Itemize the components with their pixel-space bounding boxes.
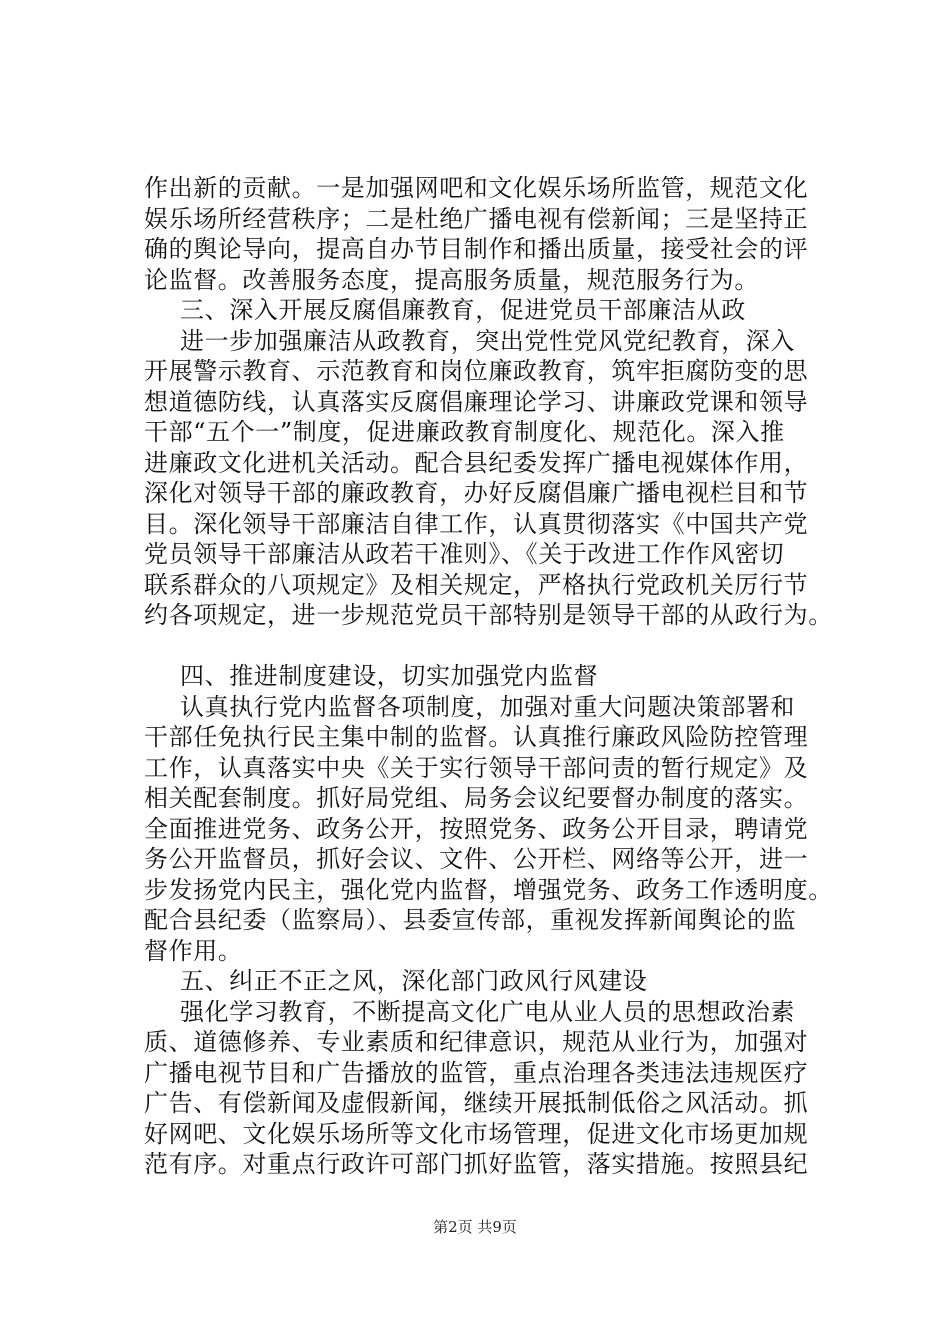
body-line: 论监督。改善服务态度，提高服务质量，规范服务行为。 — [144, 265, 759, 294]
body-line: 约各项规定，进一步规范党员干部特别是领导干部的从政行为。 — [144, 601, 833, 629]
paragraph-gap — [144, 631, 834, 662]
section-heading-4: 四、推进制度建设，切实加强党内监督 — [180, 662, 599, 690]
body-line: 督作用。 — [144, 936, 243, 965]
body-line: 进廉政文化进机关活动。配合县纪委发挥广播电视媒体作用， — [144, 448, 809, 477]
document-body — [144, 173, 834, 1180]
body-line: 认真执行党内监督各项制度，加强对重大问题决策部署和 — [180, 692, 795, 721]
body-line: 开展警示教育、示范教育和岗位廉政教育，筑牢拒腐防变的思 — [144, 357, 809, 385]
section-heading-3: 三、深入开展反腐倡廉教育，促进党员干部廉洁从政 — [180, 296, 746, 324]
body-line: 想道德防线，认真落实反腐倡廉理论学习、讲廉政党课和领导 — [144, 387, 809, 416]
body-line: 广播电视节目和广告播放的监管，重点治理各类违法违规医疗 — [144, 1058, 809, 1087]
body-line: 范有序。对重点行政许可部门抓好监管，落实措施。按照县纪 — [144, 1150, 809, 1178]
body-line: 作出新的贡献。一是加强网吧和文化娱乐场所监管，规范文化 — [144, 174, 809, 202]
section-heading-5: 五、纠正不正之风，深化部门政风行风建设 — [180, 967, 648, 995]
body-line: 强化学习教育，不断提高文化广电从业人员的思想政治素 — [180, 997, 795, 1026]
body-line: 党员领导干部廉洁从政若干准则》、《关于改进工作作风密切 — [144, 540, 785, 568]
body-line: 广告、有偿新闻及虚假新闻，继续开展抵制低俗之风活动。抓 — [144, 1089, 809, 1117]
body-line: 步发扬党内民主，强化党内监督，增强党务、政务工作透明度。 — [144, 875, 833, 904]
body-line: 好网吧、文化娱乐场所等文化市场管理，促进文化市场更加规 — [144, 1119, 809, 1148]
body-line: 进一步加强廉洁从政教育，突出党性党风党纪教育，深入 — [180, 326, 795, 355]
body-line: 质、道德修养、专业素质和纪律意识，规范从业行为，加强对 — [144, 1028, 809, 1056]
body-line: 务公开监督员，抓好会议、文件、公开栏、网络等公开，进一 — [144, 845, 809, 873]
body-line: 深化对领导干部的廉政教育，办好反腐倡廉广播电视栏目和节 — [144, 479, 809, 507]
body-line: 全面推进党务、政务公开，按照党务、政务公开目录，聘请党 — [144, 814, 809, 843]
body-line: 干部“五个一”制度，促进廉政教育制度化、规范化。深入推 — [144, 418, 785, 446]
body-line: 目。深化领导干部廉洁自律工作，认真贯彻落实《中国共产党 — [144, 509, 809, 538]
body-line: 联系群众的八项规定》及相关规定，严格执行党政机关厉行节 — [144, 570, 809, 599]
body-line: 相关配套制度。抓好局党组、局务会议纪要督办制度的落实。 — [144, 784, 809, 812]
page-number-footer: 第2页 共9页 — [433, 1218, 517, 1236]
body-line: 确的舆论导向，提高自办节目制作和播出质量，接受社会的评 — [144, 235, 809, 263]
body-line: 工作，认真落实中央《关于实行领导干部问责的暂行规定》及 — [144, 753, 809, 782]
body-line: 干部任免执行民主集中制的监督。认真推行廉政风险防控管理 — [144, 723, 809, 751]
body-line: 配合县纪委（监察局）、县委宣传部，重视发挥新闻舆论的监 — [144, 906, 797, 934]
body-line: 娱乐场所经营秩序；二是杜绝广播电视有偿新闻；三是坚持正 — [144, 204, 809, 233]
